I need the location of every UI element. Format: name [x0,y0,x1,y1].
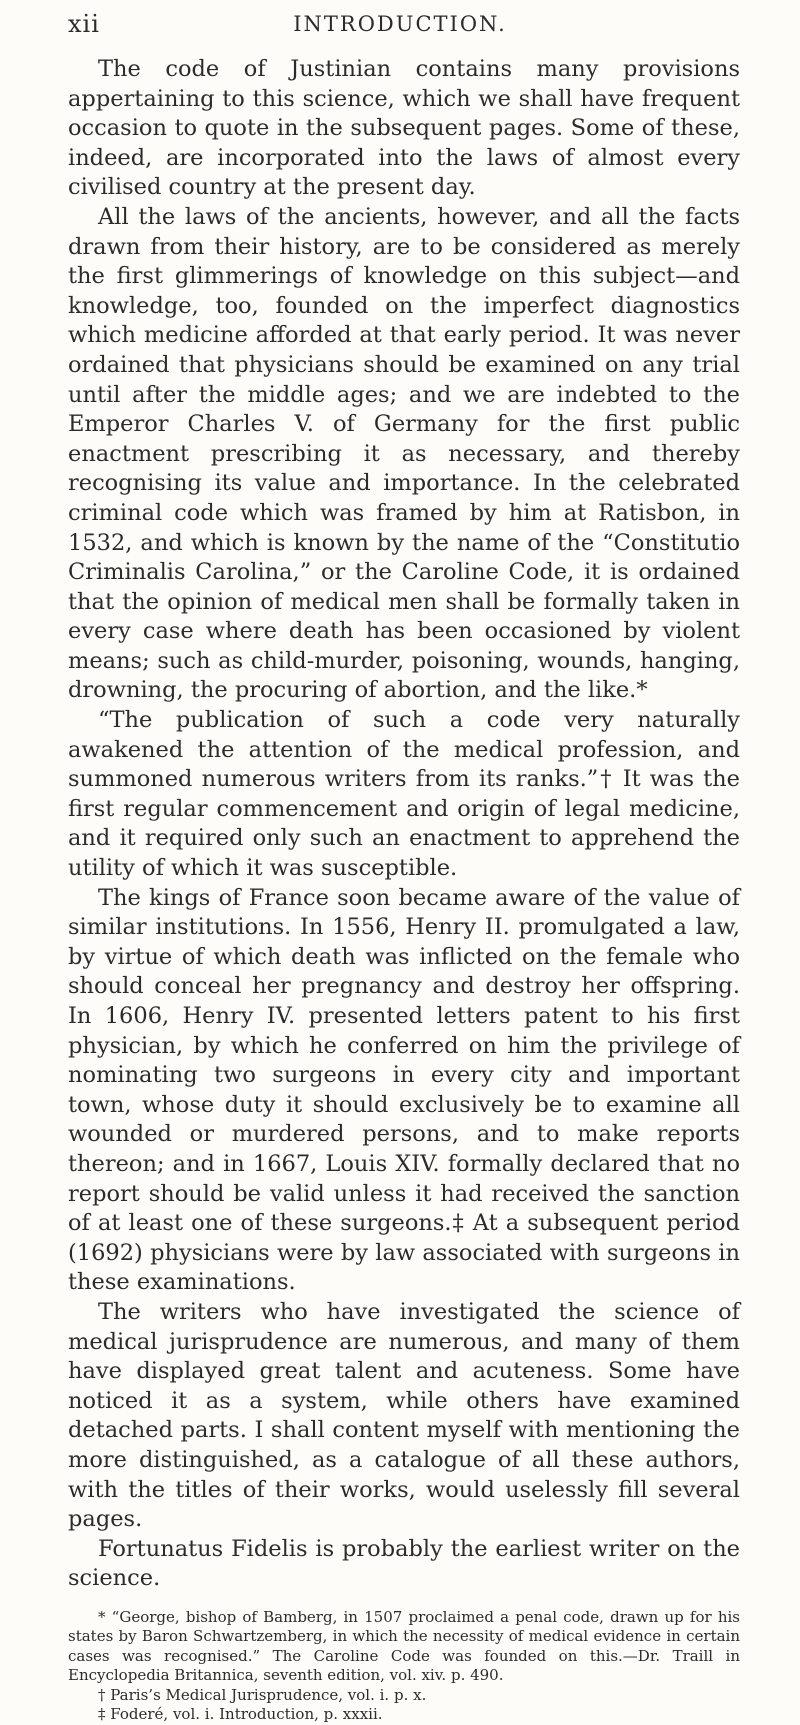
paragraph-publication: “The publication of such a code very naturally awakened the attention of the medical profession, and summoned numerous writers from its ranks.”† It was the first regular commencement and origin of legal medicine, and it required only such an enactment to apprehend the utility of which it was susceptible. [68,707,740,882]
paragraph-justinian: The code of Justinian contains many provisions appertaining to this science, which we shall have frequent occasion to quote in the subsequent pages. Some of these, indeed, are incorporated into the laws of almost every civilised country at the present day. [68,56,740,201]
paragraph-kings-of-france: The kings of France soon became aware of the value of similar institutions. In 1556, Henry II. promulgated a law, by virtue of which death was inflicted on the female who should conceal her pregnancy and destroy her offspring. In 1606, Henry IV. presented letters patent to his first physician, by which he conferred on him the privilege of nominating two surgeons in every city and important town, whose duty it should exclusively be to examine all wounded or murdered persons, and to make reports thereon; and in 1667, Louis XIV. formally declared that no report should be valid unless it had received the sanction of at least one of these surgeons.‡ At a subsequent period (1692) physicians were by law associated with surgeons in these examinations. [68,884,740,1296]
footnotes [68,1608,740,1725]
paragraph-writers: The writers who have investigated the science of medical jurisprudence are numerous, and many of them have displayed great talent and acuteness. Some have noticed it as a system, while others have examined detached parts. I shall content myself with mentioning the more distinguished, as a catalogue of all these authors, with the titles of their works, would uselessly fill several pages. [68,1298,740,1533]
footnote-2: † Paris’s Medical Jurisprudence, vol. i. p. x. [98,1685,427,1704]
page-body [68,55,740,1725]
page-number: xii [68,10,100,38]
footnote-3: ‡ Foderé, vol. i. Introduction, p. xxxii. [98,1705,383,1724]
paragraph-fortunatus: Fortunatus Fidelis is probably the earliest writer on the science. [68,1535,740,1592]
paragraph-ancient-laws: All the laws of the ancients, however, and all the facts drawn from their history, are to be considered as merely the first glimmerings of knowledge on this subject—and knowledge, too, founded on the imperfect diagnostics which medicine afforded at that early period. It was never ordained that physicians should be examined on any trial until after the middle ages; and we are indebted to the Emperor Charles V. of Germany for the first public enactment prescribing it as necessary, and thereby recognising its value and importance. In the celebrated criminal code which was framed by him at Ratisbon, in 1532, and which is known by the name of the “Constitutio Criminalis Carolina,” or the Caroline Code, it is ordained that the opinion of medical men shall be formally taken in every case where death has been occasioned by violent means; such as child-murder, poisoning, wounds, hanging, drowning, the procuring of abortion, and the like.* [68,203,740,704]
running-head: INTRODUCTION. [293,12,507,36]
footnote-1: * “George, bishop of Bamberg, in 1507 proclaimed a penal code, drawn up for his states by Baron Schwartzemberg, in which the necessity of medical evidence in certain cases was recognised.” The Caroline Code was founded on this.—Dr. Traill in Encyclopedia Britannica, seventh edition, vol. xiv. p. 490. [68,1607,740,1685]
page-header [0,10,800,40]
